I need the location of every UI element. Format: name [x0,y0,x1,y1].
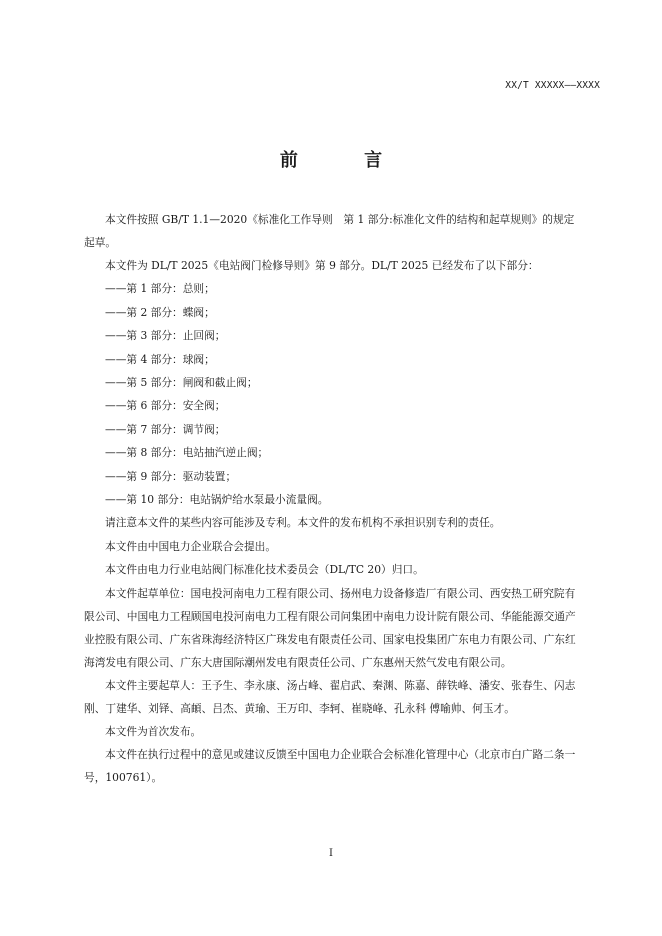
paragraph-feedback: 本文件在执行过程中的意见或建议反馈至中国电力企业联合会标准化管理中心（北京市白广路二条一号，100761）。 [84,748,576,785]
page-number: I [329,848,333,859]
part-list-item: ——第 4 部分：球阀； [105,352,215,366]
paragraph-drafting-units: 本文件起草单位：国电投河南电力工程有限公司、扬州电力设备修造厂有限公司、西安热工研究院有限公司、中国电力工程顾国电投河南电力工程有限公司问集团中南电力设计院有限公司、华能能源交通产业控股有限公司、广东省珠海经济特区广珠发电有限责任公司、国家电投集团广东电力有限公司、广东红海湾发电有限公司、广东大唐国际潮州发电有限责任公司、广东惠州天然气发电有限公司。 [84,586,576,669]
part-list-item: ——第 10 部分：电站锅炉给水泵最小流量阀。 [105,493,329,507]
paragraph-series-intro: 本文件为 DL/T 2025《电站阀门检修导则》第 9 部分。DL/T 2025 已经发布了以下部分： [105,259,539,272]
paragraph-drafters: 本文件主要起草人：王予生、李永康、汤占峰、翟启武、秦渊、陈嘉、薛铁峰、潘安、张春生、闪志刚、丁建华、刘铎、高頔、吕杰、黄瑜、王万印、李轲、崔晓峰、孔永科 傅喻帅、何玉才。 [84,678,576,715]
part-list-item: ——第 2 部分：蝶阀； [105,305,215,319]
part-list-item: ——第 7 部分：调节阀； [105,422,226,436]
foreword-body [84,208,580,789]
page-title: 前 言 [279,150,413,171]
document-code: XX/T XXXXX——XXXX [505,80,600,91]
part-list-item: ——第 9 部分：驱动装置； [105,469,237,483]
paragraph-proposed-by: 本文件由中国电力企业联合会提出。 [105,539,277,553]
part-list-item: ——第 6 部分：安全阀； [105,399,226,413]
part-list-item: ——第 3 部分：止回阀； [105,329,226,343]
part-list-item: ——第 1 部分：总则； [105,282,215,296]
paragraph-drafting-rules: 本文件按照 GB/T 1.1—2020《标准化工作导则 第 1 部分:标准化文件的结构和起草规则》的规定起草。 [84,213,575,249]
part-list-item: ——第 5 部分：闸阀和截止阀； [105,376,258,390]
paragraph-first-release: 本文件为首次发布。 [105,724,202,738]
part-list-item: ——第 8 部分：电站抽汽逆止阀； [105,446,269,460]
paragraph-patent-notice: 请注意本文件的某些内容可能涉及专利。本文件的发布机构不承担识别专利的责任。 [105,516,501,530]
paragraph-centralized-by: 本文件由电力行业电站阀门标准化技术委员会（DL/TC 20）归口。 [105,563,424,577]
